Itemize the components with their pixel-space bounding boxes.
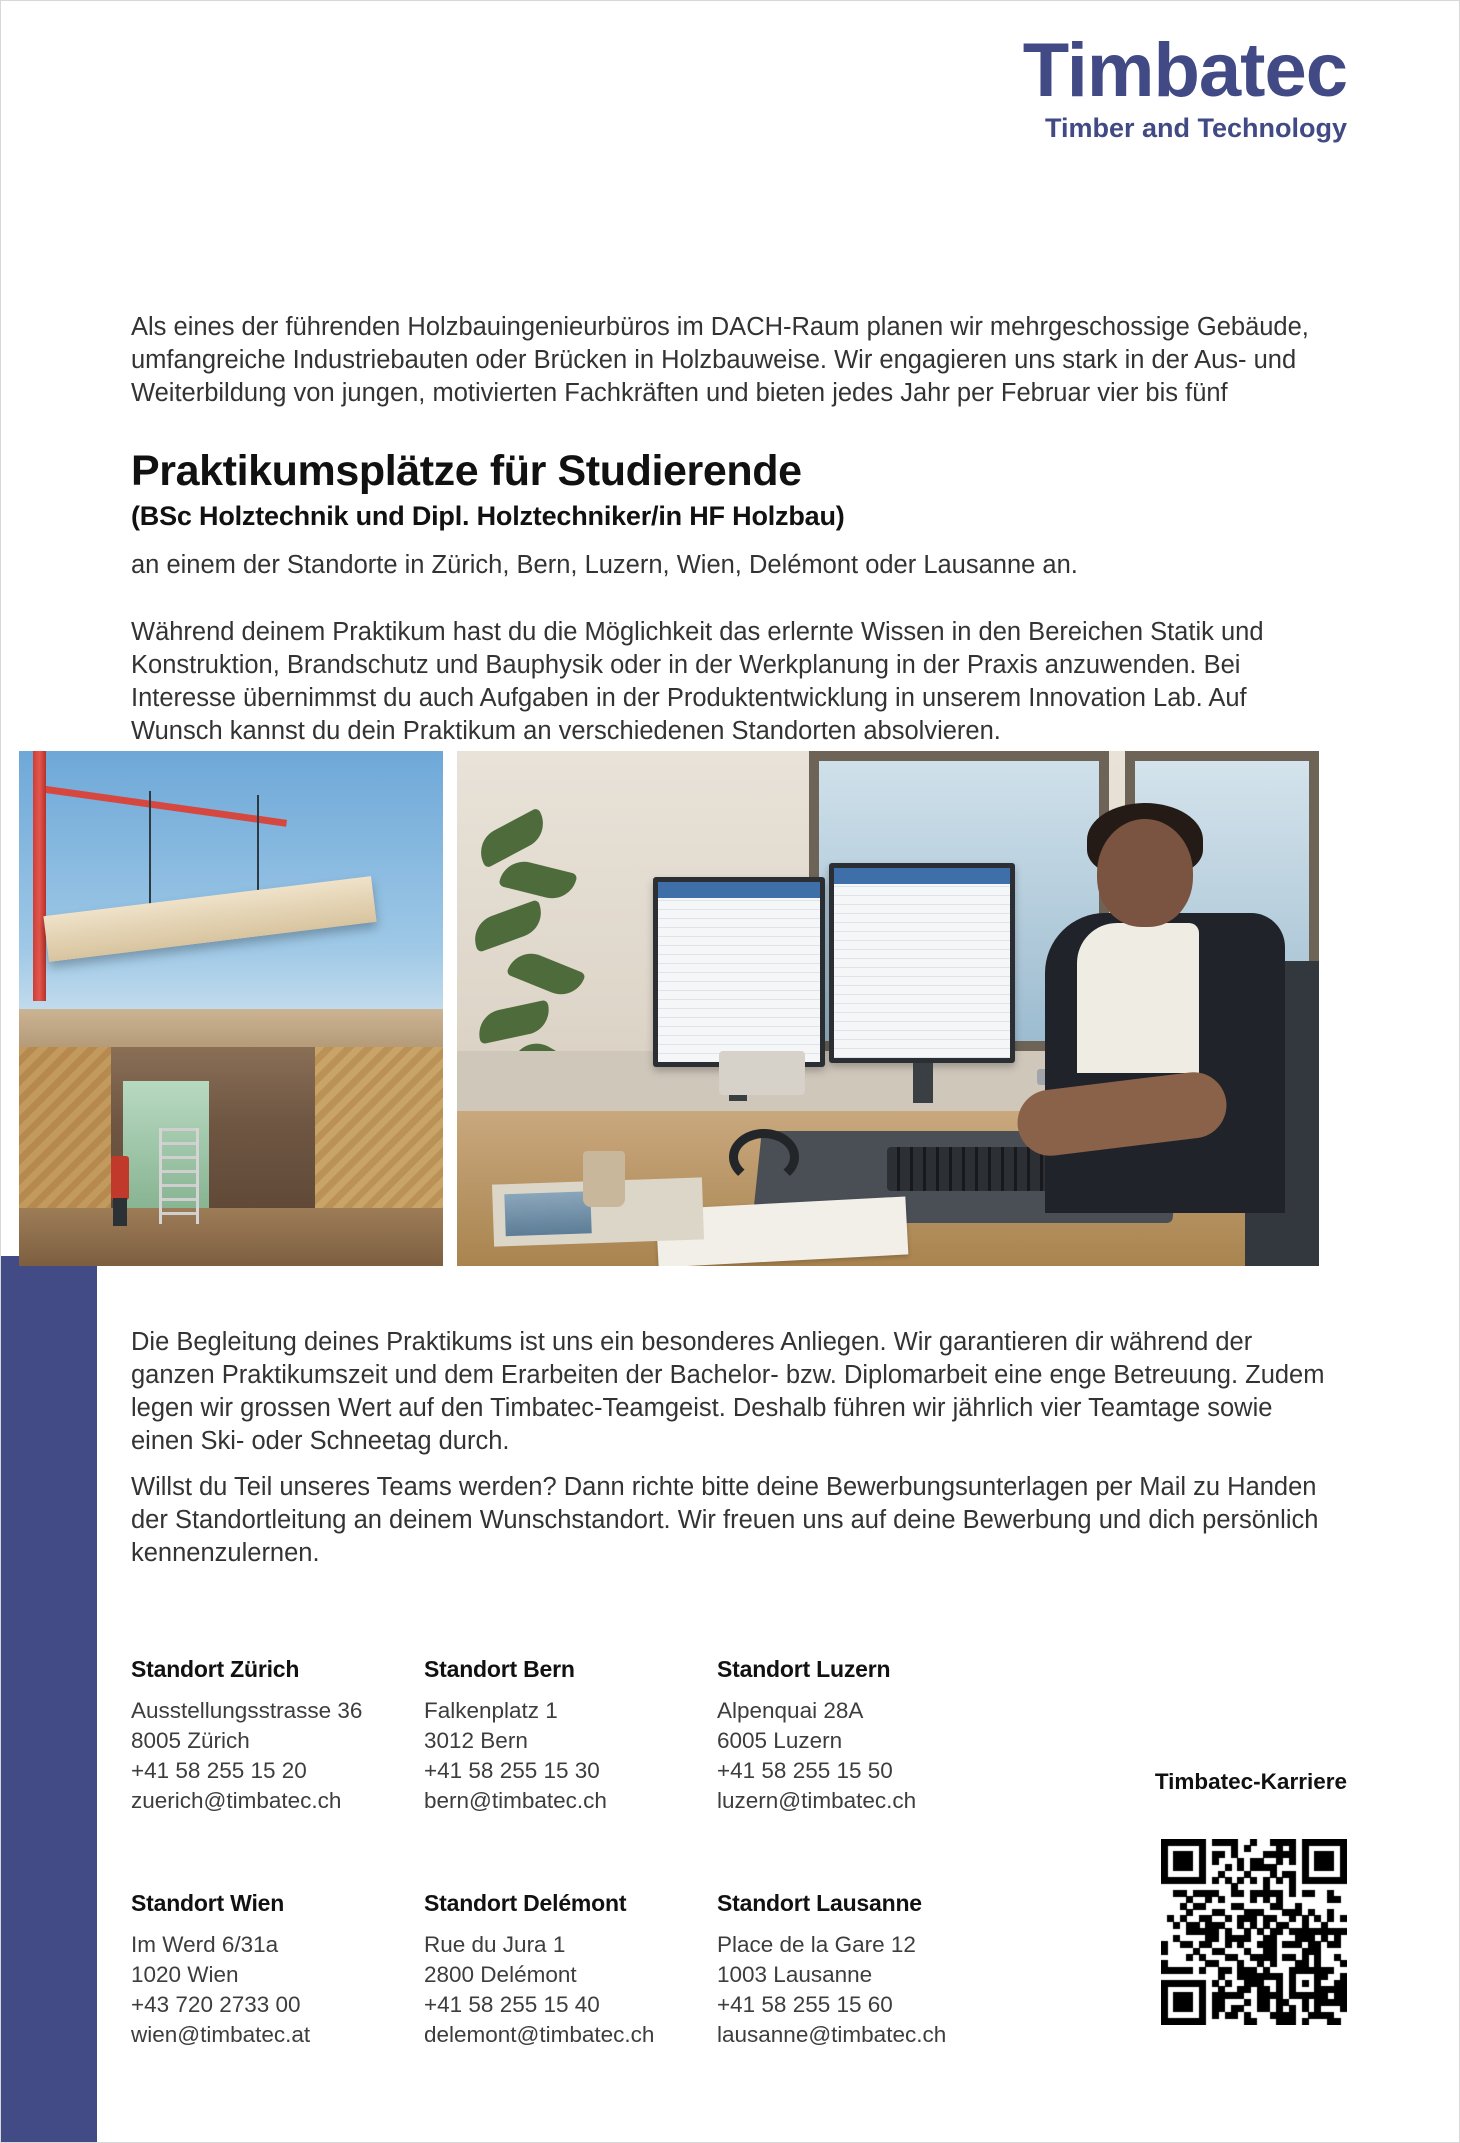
contact-email[interactable]: luzern@timbatec.ch [717,1788,917,1813]
contact-card-delemont [424,1890,717,2050]
contact-title: Standort Lausanne [717,1890,922,1916]
left-accent-bar [1,1256,97,2142]
contact-city: 6005 Luzern [717,1728,843,1753]
contact-email[interactable]: delemont@timbatec.ch [424,2022,655,2047]
photo-office-workplace [457,751,1319,1266]
contact-street: Ausstellungsstrasse 36 [131,1698,363,1723]
person-shirt [1077,923,1199,1073]
floor-surface [19,1208,443,1266]
contact-city: 1003 Lausanne [717,1962,873,1987]
page-subtitle: (BSc Holztechnik und Dipl. Holztechniker/in HF Holzbau) [131,501,845,532]
pen-cup [583,1151,625,1207]
contact-city: 3012 Bern [424,1728,528,1753]
contact-email[interactable]: zuerich@timbatec.ch [131,1788,342,1813]
contact-row-2 [131,1890,1131,2050]
contact-title: Standort Bern [424,1656,575,1682]
worker-torso [111,1156,129,1200]
monitor-right-stand [913,1063,933,1103]
contact-phone[interactable]: +41 58 255 15 40 [424,1992,600,2017]
internship-paragraph: Während deinem Praktikum hast du die Möglichkeit das erlernte Wissen in den Bereichen Statik und Konstruktion, Brandschutz und Bauphysik oder in der Werkplanung in der Praxis anzuwenden. Bei Interesse übernimmst du auch Aufgaben in der Produktentwicklung in unserem Innovation Lab. Auf Wunsch kannst du dein Praktikum an verschiedenen Standorten absolvieren. [131,618,1264,745]
photo-construction-site [19,751,443,1266]
page-title: Praktikumsplätze für Studierende [131,447,802,495]
crane-cable-secondary [149,791,151,906]
crane-cable [257,795,259,900]
qr-code-label: Timbatec-Karriere [1154,1769,1347,1794]
contact-phone[interactable]: +41 58 255 15 20 [131,1758,307,1783]
qr-code[interactable] [1161,1839,1347,2025]
contact-title: Standort Zürich [131,1656,300,1682]
book-image [504,1191,591,1236]
contact-street: Place de la Gare 12 [717,1932,916,1957]
contact-section [131,1656,1131,2050]
application-paragraph: Willst du Teil unseres Teams werden? Dann richte bitte deine Bewerbungsunterlagen per Mail zu Handen der Standortleitung an deinem Wunschstandort. Wir freuen uns auf deine Bewerbung und dich persönlich kennenzulernen. [131,1473,1319,1567]
contact-title: Standort Wien [131,1890,285,1916]
contact-card-zuerich [131,1656,424,1816]
contact-title: Standort Delémont [424,1890,627,1916]
contact-phone[interactable]: +41 58 255 15 30 [424,1758,600,1783]
intro-paragraph: Als eines der führenden Holzbauingenieurbüros im DACH-Raum planen wir mehrgeschossige Gebäude, umfangreiche Industriebauten oder Brücken in Holzbauweise. Wir engagieren uns stark in der Aus- und Weiterbildung von jungen, motivierten Fachkräften und bieten jedes Jahr per Februar vier bis fünf [131,313,1309,407]
qr-code-image[interactable] [1161,1839,1347,2025]
monitor-right-screen [834,868,1010,1058]
contact-city: 2800 Delémont [424,1962,577,1987]
contact-email[interactable]: bern@timbatec.ch [424,1788,607,1813]
contact-street: Alpenquai 28A [717,1698,864,1723]
desk-phone [719,1051,805,1095]
contact-card-wien [131,1890,424,2050]
crane-mast [33,751,46,1001]
contact-street: Im Werd 6/31a [131,1932,279,1957]
contact-card-bern [424,1656,717,1816]
company-logo [1022,28,1347,144]
contact-email[interactable]: wien@timbatec.at [131,2022,311,2047]
contact-phone[interactable]: +43 720 2733 00 [131,1992,301,2017]
locations-sentence: an einem der Standorte in Zürich, Bern, Luzern, Wien, Delémont oder Lausanne an. [131,551,1078,579]
contact-street: Falkenplatz 1 [424,1698,558,1723]
ladder [159,1128,199,1224]
contact-card-luzern [717,1656,1010,1816]
contact-city: 8005 Zürich [131,1728,250,1753]
monitor-right [829,863,1015,1063]
contact-phone[interactable]: +41 58 255 15 50 [717,1758,893,1783]
monitor-left [653,877,825,1067]
photo-gallery [19,751,1319,1266]
worker-legs [113,1198,127,1226]
monitor-left-screen [658,882,820,1062]
mentoring-paragraph: Die Begleitung deines Praktikums ist uns ein besonderes Anliegen. Wir garantieren dir während der ganzen Praktikumszeit und dem Erarbeiten der Bachelor- bzw. Diplomarbeit eine enge Betreuung. Zudem legen wir grossen Wert auf den Timbatec-Teamgeist. Deshalb führen wir jährlich vier Teamtage sowie einen Ski- oder Schneetag durch. [131,1328,1325,1455]
person-head [1097,819,1193,927]
left-accent-bar-gap [97,1256,103,2142]
logo-tagline: Timber and Technology [1044,113,1347,144]
building-roof-edge [19,1009,443,1047]
headset [729,1129,799,1185]
contact-phone[interactable]: +41 58 255 15 60 [717,1992,893,2017]
contact-city: 1020 Wien [131,1962,239,1987]
contact-card-lausanne [717,1890,1010,2050]
logo-wordmark: Timbatec [1022,28,1347,113]
contact-street: Rue du Jura 1 [424,1932,566,1957]
contact-email[interactable]: lausanne@timbatec.ch [717,2022,947,2047]
contact-row-1 [131,1656,1131,1816]
contact-title: Standort Luzern [717,1656,891,1682]
